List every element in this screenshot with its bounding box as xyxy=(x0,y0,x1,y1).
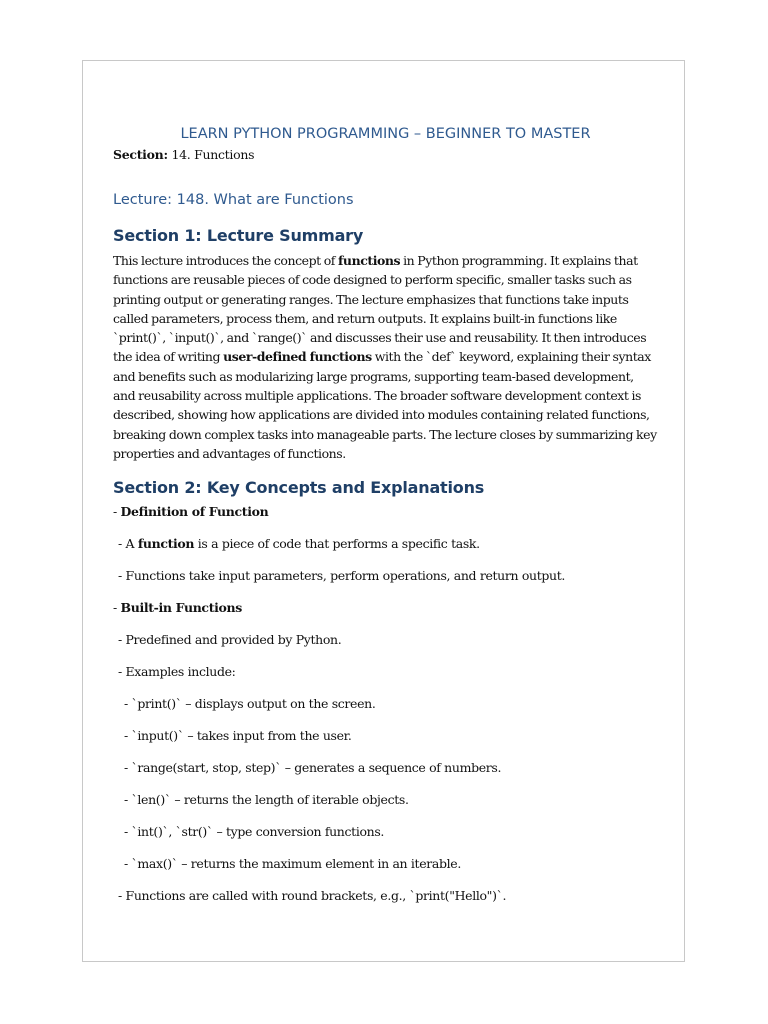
example-item: - `range(start, stop, step)` – generates a sequence of numbers. xyxy=(124,760,502,776)
builtin-heading-line xyxy=(113,599,658,617)
definition-heading-line xyxy=(113,503,658,521)
section-value: 14. Functions xyxy=(171,147,255,162)
definition-item-1 xyxy=(113,535,658,553)
builtin-item-1: - Predefined and provided by Python. xyxy=(118,632,342,648)
bullet-dash: - xyxy=(113,600,121,616)
summary-text-3: with the `def` keyword, explaining their syntax and benefits such as modularizing large programs, supporting team-based development, and reusability across multiple applications. The broader software development context is described, showing how applications are divided into modules containing related functions, breaking down complex tasks into manageable parts. The lecture closes by summarizing key properties and advantages of functions. xyxy=(113,349,657,461)
example-item: - `print()` – displays output on the screen. xyxy=(124,696,376,712)
example-item: - `max()` – returns the maximum element in an iterable. xyxy=(124,856,461,872)
lecture-summary xyxy=(113,251,658,463)
bullet-dash: - xyxy=(113,504,121,520)
lecture-title: Lecture: 148. What are Functions xyxy=(113,192,354,208)
section2-heading: Section 2: Key Concepts and Explanations xyxy=(113,478,485,498)
functions-called-item: - Functions are called with round brackets, e.g., `print("Hello")`. xyxy=(118,888,507,904)
example-item: - `int()`, `str()` – type conversion functions. xyxy=(124,824,385,840)
definition-item-2: - Functions take input parameters, perform operations, and return output. xyxy=(118,568,566,584)
section-line xyxy=(113,146,658,163)
summary-text-2: in Python programming. It explains that functions are reusable pieces of code designed to perform specific, smaller tasks such as printing output or generating ranges. The lecture emphasizes that functions take inputs called parameters, process them, and return outputs. It explains built-in functions like `print()`, `input()`, and `range()` and discusses their use and reusability. It then introduces the idea of writing xyxy=(113,253,647,365)
builtin-heading: Built-in Functions xyxy=(120,600,242,616)
summary-text-1: This lecture introduces the concept of xyxy=(113,253,338,268)
summary-bold-user-defined: user-defined functions xyxy=(223,349,372,365)
example-item: - `len()` – returns the length of iterable objects. xyxy=(124,792,409,808)
section1-heading: Section 1: Lecture Summary xyxy=(113,226,364,245)
document-title: LEARN PYTHON PROGRAMMING – BEGINNER TO MASTER xyxy=(180,126,591,142)
builtin-item-2: - Examples include: xyxy=(118,664,236,680)
definition-item-1-rest: is a piece of code that performs a specific task. xyxy=(194,536,480,552)
example-item: - `input()` – takes input from the user. xyxy=(124,728,352,744)
document-content xyxy=(113,125,658,905)
document-page xyxy=(82,60,685,962)
definition-heading: Definition of Function xyxy=(120,504,269,520)
definition-item-1-bold: function xyxy=(137,536,195,552)
summary-bold-functions: functions xyxy=(338,253,401,268)
section-label: Section: xyxy=(113,147,168,162)
definition-item-1-prefix: - A xyxy=(118,536,138,552)
